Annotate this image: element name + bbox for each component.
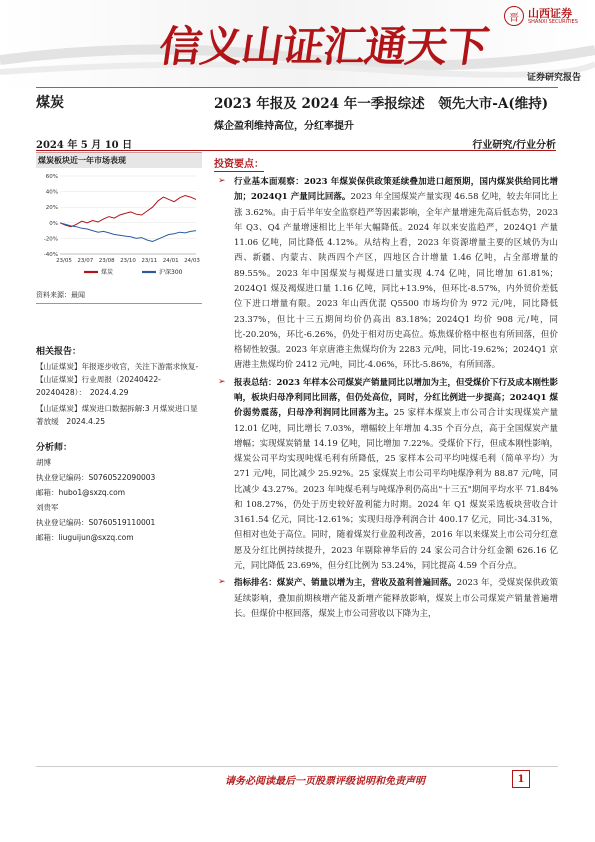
report-title: 2023 年报及 2024 年一季报综述 领先大市-A(维持) [214,96,549,112]
x-tick-label: 23/10 [120,258,136,264]
arrow-bullet-icon: ➢ [218,577,226,588]
analyst-license: 执业登记编码：S0760519110001 [36,518,156,527]
x-tick-label: 23/08 [98,258,115,264]
paragraph-body: 2023 年，受煤炭保供政策延续影响，叠加前期核增产能及新增产能释放影响，煤炭上市公司煤炭产销量普遍增长。但煤价中枢回落，煤炭上市公司营收以下降为主， [234,577,559,618]
y-tick-label: -40% [43,252,58,258]
related-report-link[interactable]: 【山证煤炭】年报逐步收官，关注下游需求恢复-【山证煤炭】行业周报（20240422-20240428）： 2024.4.29 [36,362,199,397]
paragraph-body: 25 家样本煤炭上市公司合计实现煤炭产量 12.01 亿吨，同比增长 7.03%，增幅较上年增加 4.35 个百分点，高于全国煤炭产量增幅；实现煤炭销量 14.19 亿吨，同比增加 7.22%。受煤价下行，但成本刚性影响，煤炭公司平均实现吨煤毛利有所降低，25 家样本公司平均吨煤毛利（简单平均）为 271 元/吨，同比减少 25.92%。25 家煤炭上市公司平均吨煤净利为 88.87 元/吨，同比减少 43.27%。2023 年吨煤毛利与吨煤净利仍高出"十三五"期间平均水平 71.84%和 108.27%，仍处于历史较好盈利能力时期。2024 年 Q1 煤炭采选板块营收合计 3161.54 亿元，同比-12.61%；实现归母净利润合计 400.17 亿元，同比-34.31%，但相对也处于高位。同时，随着煤炭行业盈利改善，2016 年以来煤炭上市公司分红意愿及分红比例持续提升，2023 年剔除神华后的 24 家公司合计分红金额 626.16 亿元，同比降低 23.69%，但分红比例为 53.24%，同比提高 4.59 个百分点。 [234,407,559,571]
analysts-title: 分析师： [36,443,73,453]
page-number: 1 [512,770,530,788]
brand-slogan: 信义山证汇通天下 [156,22,492,71]
arrow-bullet-icon: ➢ [218,176,226,186]
analyst-license: 执业登记编码：S0760522090003 [36,473,156,482]
legend-label: 煤炭 [101,269,114,276]
report-date: 2024 年 5 月 10 日 [36,140,133,151]
logo-en-text: SHANXI SECURITIES [528,18,578,25]
paragraph-lead: 行业基本面观察：2023 年煤炭保供政策延续叠加进口超预期，国内煤炭供给同比增加；2024Q1 产量同比回落。 [234,176,558,202]
paragraph-industry-fundamentals [214,174,558,373]
y-tick-label: 0% [49,220,58,227]
chart-box-title: 煤炭板块近一年市场表现 [36,152,202,168]
y-tick-label: -20% [43,236,58,243]
footer-divider [36,766,558,767]
x-tick-label: 23/05 [56,258,72,264]
report-type: 证券研究报告 [526,73,581,83]
y-tick-label: 40% [45,189,58,196]
x-tick-label: 24/03 [184,258,200,264]
chart-svg [36,170,202,282]
x-tick-label: 23/11 [141,258,158,264]
y-tick-label: 60% [45,174,58,180]
paragraph-lead: 指标排名：煤炭产、销量以增为主，营收及盈利普遍回落。 [234,577,457,588]
paragraph-indicator-ranking [214,575,558,621]
series-line-coal [60,196,196,227]
legend-label: 沪深300 [159,269,183,276]
analyst-name: 胡博 [36,458,51,467]
footer-disclaimer[interactable]: 请务必阅读最后一页股票评级说明和免责声明 [225,776,425,787]
investment-points-title: 投资要点： [214,155,264,172]
related-report-link[interactable]: 【山证煤炭】煤炭进口数据拆解:3 月煤炭进口显著放缓 2024.4.25 [36,404,198,426]
paragraph-report-summary [214,375,558,574]
analyst-name: 刘贵军 [36,503,59,512]
analyst-email[interactable]: 邮箱：hubo1@sxzq.com [36,488,126,497]
left-column [36,152,202,543]
report-subtitle: 煤企盈利维持高位，分红率提升 [214,121,354,132]
report-category: 行业研究/行业分析 [472,140,556,151]
analyst-email[interactable]: 邮箱：liuguijun@sxzq.com [36,533,134,542]
paragraph-body: 2023 年全国煤炭产量实现 46.58 亿吨，较去年同比上涨 3.62%。由于后半年安全监察趋严等因素影响，全年产量增速先高后低态势，2023 年 Q3、Q4 产量增速相比上半年大幅降低。2024 年以来安监趋严，2024Q1 产量 11.06 亿吨，同比降低 4.12%。从结构上看，2023 年资源增量主要的区域仍为山西、新疆、内蒙古、陕西四个产区，四地区合计增量 1.46 亿吨，占全部增量的 89.55%。2023 年中国煤炭与褐煤进口量实现 4.74 亿吨，同比增加 61.81%；2024Q1 煤及褐煤进口量 1.16 亿吨，同比+13.9%，但环比-8.57%，内外贸价差低位下进口增量有限。2023 年山西优混 Q5500 市场均价为 972 元/吨，同比降低 23.37%，但比十三五期间均价仍高出 83.18%；2024Q1 均价 908 元/吨，同比-20.20%，环比-6.26%，仍处于相对历史高位。炼焦煤价格中枢也有所回落，但价格韧性较强。2023 年京唐港主焦煤均价为 2283 元/吨，同比-19.62%；2024Q1 京唐港主焦煤均价 2412 元/吨，同比-4.06%，环比-5.86%，有所回落。 [234,191,559,370]
market-performance-chart [36,170,202,286]
chart-source: 资料来源：最闻 [36,290,202,304]
logo-cn-text: 山西证券 [528,6,572,20]
logo-emblem-icon: 晋 [504,6,524,26]
series-line-csi300 [60,223,196,242]
sector-label: 煤炭 [36,95,64,111]
x-tick-label: 23/07 [77,258,94,264]
company-logo [504,6,578,26]
related-reports-title: 相关报告： [36,347,82,357]
x-tick-label: 24/01 [162,258,179,264]
paragraph-lead: 报表总结：2023 年样本公司煤炭产销量同比以增加为主，但受煤价下行及成本刚性影响，板块归母净利同比回落，但仍处高位，同时，分红比例进一步提高；2024Q1 煤价弱势震荡，归母净利润同比回落为主。 [234,376,558,418]
arrow-bullet-icon: ➢ [218,376,226,387]
right-column [214,152,558,621]
y-tick-label: 20% [45,205,58,212]
